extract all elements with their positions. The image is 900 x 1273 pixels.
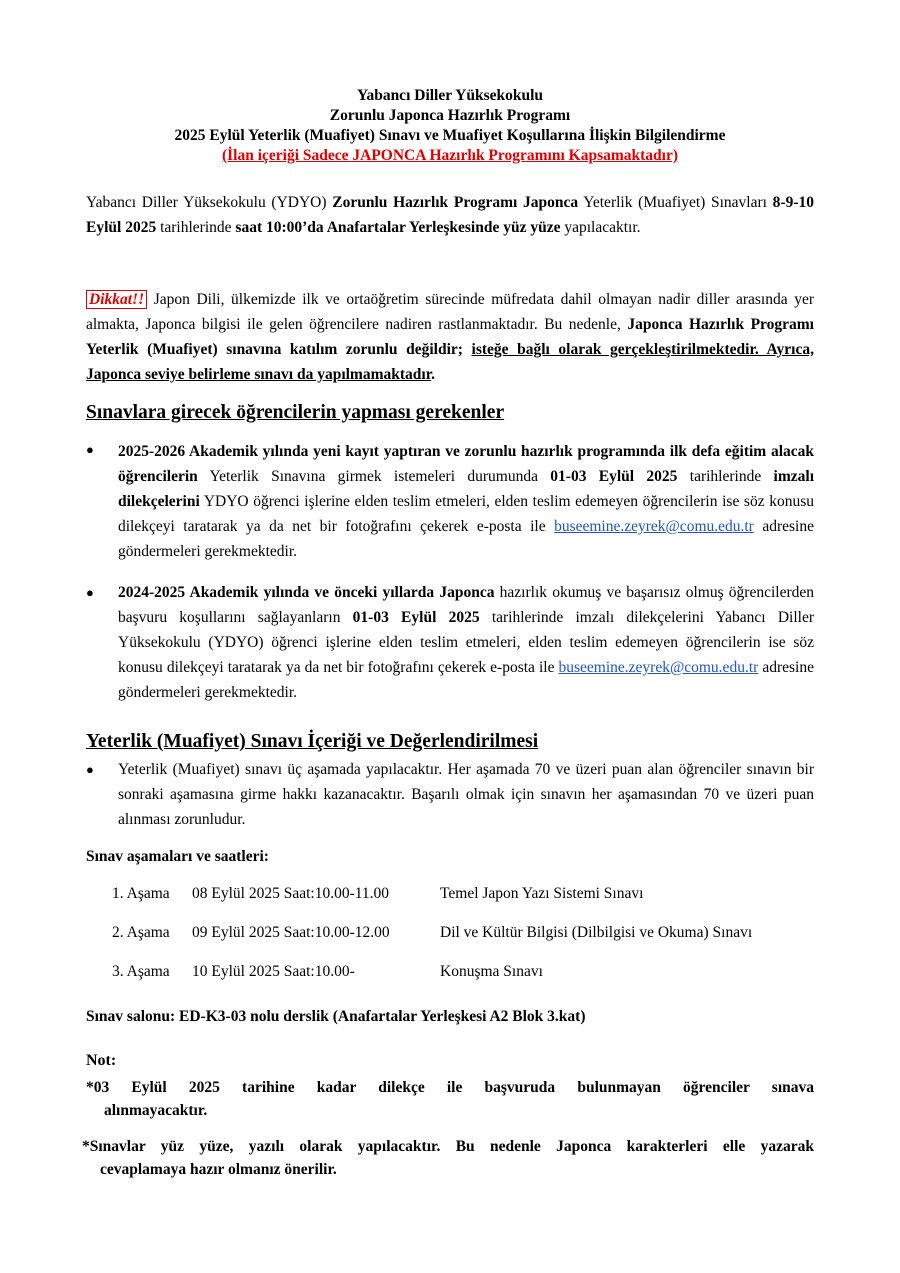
intro-paragraph	[86, 190, 814, 240]
header-scope-note: (İlan içeriği Sadece JAPONCA Hazırlık Programını Kapsamaktadır)	[221, 147, 679, 164]
header-school: Yabancı Diller Yüksekokulu	[356, 87, 544, 104]
intro-bold-program: Zorunlu Hazırlık Programı Japonca	[332, 194, 579, 211]
item-text: tarihlerinde imzalı dilekçelerini Yabancı Diller Yüksekokulu (YDYO) öğrenci işlerine elden teslim etmeleri, elden teslim edemeyen öğrencilerin ise söz konusu dilekçeyi taratarak ya da net bir fotoğrafını çekerek e-posta ile	[118, 609, 814, 676]
stage-number: 1. Aşama	[112, 885, 170, 902]
stage-exam-name: Temel Japon Yazı Sistemi Sınavı	[440, 885, 644, 902]
bullet-icon: ●	[86, 585, 94, 600]
intro-text: Yeterlik (Muafiyet) Sınavları	[578, 194, 773, 211]
intro-bold-time-place: saat 10:00’da Anafartalar Yerleşkesinde yüz yüze	[235, 219, 561, 236]
intro-text: Yabancı Diller Yüksekokulu (YDYO)	[86, 194, 333, 211]
item-text: Yeterlik Sınavına girmek istemeleri durumunda	[197, 468, 551, 485]
header-program: Zorunlu Japonca Hazırlık Programı	[329, 107, 571, 124]
section-heading-requirements: Sınavlara girecek öğrencilerin yapması gerekenler	[86, 402, 505, 423]
email-link[interactable]: buseemine.zeyrek@comu.edu.tr	[554, 518, 754, 535]
item-bold-petition: imzalı dilekçelerini	[118, 468, 815, 510]
item-text: hazırlık okumuş ve başarısız olmuş öğrencilerden başvuru koşullarını sağlayanların	[118, 584, 814, 626]
requirement-item-returning-students	[118, 580, 814, 705]
intro-text: tarihlerinde	[156, 219, 236, 236]
header-title: 2025 Eylül Yeterlik (Muafiyet) Sınavı ve Muafiyet Koşullarına İlişkin Bilgilendirme	[174, 127, 726, 144]
stage-exam-name: Konuşma Sınavı	[440, 963, 543, 980]
stage-number: 3. Aşama	[112, 963, 170, 980]
document-header	[80, 86, 820, 166]
item-bold-dates: 01-03 Eylül 2025	[550, 468, 678, 485]
intro-bold-dates: 8-9-10 Eylül 2025	[86, 194, 814, 236]
stage-row	[112, 885, 822, 909]
item-bold-dates: 01-03 Eylül 2025	[352, 609, 480, 626]
warning-label: Dikkat!!	[86, 290, 147, 309]
warning-paragraph	[86, 287, 814, 387]
note-2-line-2: cevaplamaya hazır olmanız önerilir.	[100, 1161, 337, 1178]
note-2-line-1: *Sınavlar yüz yüze, yazılı olarak yapılacaktır. Bu nedenle Japonca karakterleri elle yazarak	[82, 1138, 814, 1155]
stage-date-time: 10 Eylül 2025 Saat:10.00-	[192, 963, 355, 980]
section-heading-exam-content: Yeterlik (Muafiyet) Sınavı İçeriği ve Değerlendirilmesi	[86, 731, 539, 752]
stage-row	[112, 963, 822, 987]
item-text: adresine göndermeleri gerekmektedir.	[118, 659, 814, 701]
note-1-line-1: *03 Eylül 2025 tarihine kadar dilekçe ile başvuruda bulunmayan öğrenciler sınava	[86, 1079, 814, 1096]
intro-text: yapılacaktır.	[560, 219, 641, 236]
warning-period: .	[431, 366, 436, 383]
warning-bold-text: Japonca Hazırlık Programı Yeterlik (Muafiyet) sınavına katılım zorunlu değildir;	[86, 316, 814, 358]
note-1-line-2: alınmayacaktır.	[104, 1102, 208, 1119]
warning-text: Japon Dili, ülkemizde ilk ve ortaöğretim sürecinde müfredata dahil olmayan nadir diller arasında yer almakta, Japonca bilgisi ile gelen öğrencilere nadiren rastlanmaktadır. Bu nedenle,	[86, 291, 814, 333]
exam-content-item: Yeterlik (Muafiyet) sınavı üç aşamada yapılacaktır. Her aşamada 70 ve üzeri puan alan öğrenciler sınavın bir sonraki aşamasına girme hakkı kazanacaktır. Başarılı olmak için sınavın her aşamasından 70 ve üzeri puan alınması zorunludur.	[118, 761, 814, 828]
item-text: YDYO öğrenci işlerine elden teslim etmeleri, elden teslim edemeyen öğrencilerin ise söz konusu dilekçeyi taratarak ya da net bir fotoğrafını çekerek e-posta ile	[118, 493, 814, 535]
item-text: tarihlerinde	[677, 468, 774, 485]
item-text: adresine göndermeleri gerekmektedir.	[118, 518, 814, 560]
exam-room: Sınav salonu: ED-K3-03 nolu derslik (Anafartalar Yerleşkesi A2 Blok 3.kat)	[86, 1008, 586, 1025]
item-bold-text: 2025-2026 Akademik yılında yeni kayıt yaptıran ve zorunlu hazırlık programında ilk defa eğitim alacak öğrencilerin	[118, 443, 814, 485]
warning-space	[463, 341, 472, 358]
stage-row	[112, 924, 822, 948]
stage-date-time: 09 Eylül 2025 Saat:10.00-12.00	[192, 924, 390, 941]
stages-title: Sınav aşamaları ve saatleri:	[86, 848, 269, 865]
item-bold-text: 2024-2025 Akademik yılında ve önceki yıllarda Japonca	[118, 584, 495, 601]
email-link[interactable]: buseemine.zeyrek@comu.edu.tr	[558, 659, 759, 676]
stage-date-time: 08 Eylül 2025 Saat:10.00-11.00	[192, 885, 390, 902]
stage-exam-name: Dil ve Kültür Bilgisi (Dilbilgisi ve Okuma) Sınavı	[440, 924, 753, 941]
notes-title: Not:	[86, 1052, 117, 1069]
warning-underlined-text: isteğe bağlı olarak gerçekleştirilmektedir. Ayrıca, Japonca seviye belirleme sınavı da yapılmamaktadır	[86, 341, 814, 383]
bullet-icon: ●	[86, 762, 94, 777]
bullet-icon: ●	[86, 442, 94, 457]
requirement-item-new-students	[118, 439, 814, 564]
stage-number: 2. Aşama	[112, 924, 170, 941]
